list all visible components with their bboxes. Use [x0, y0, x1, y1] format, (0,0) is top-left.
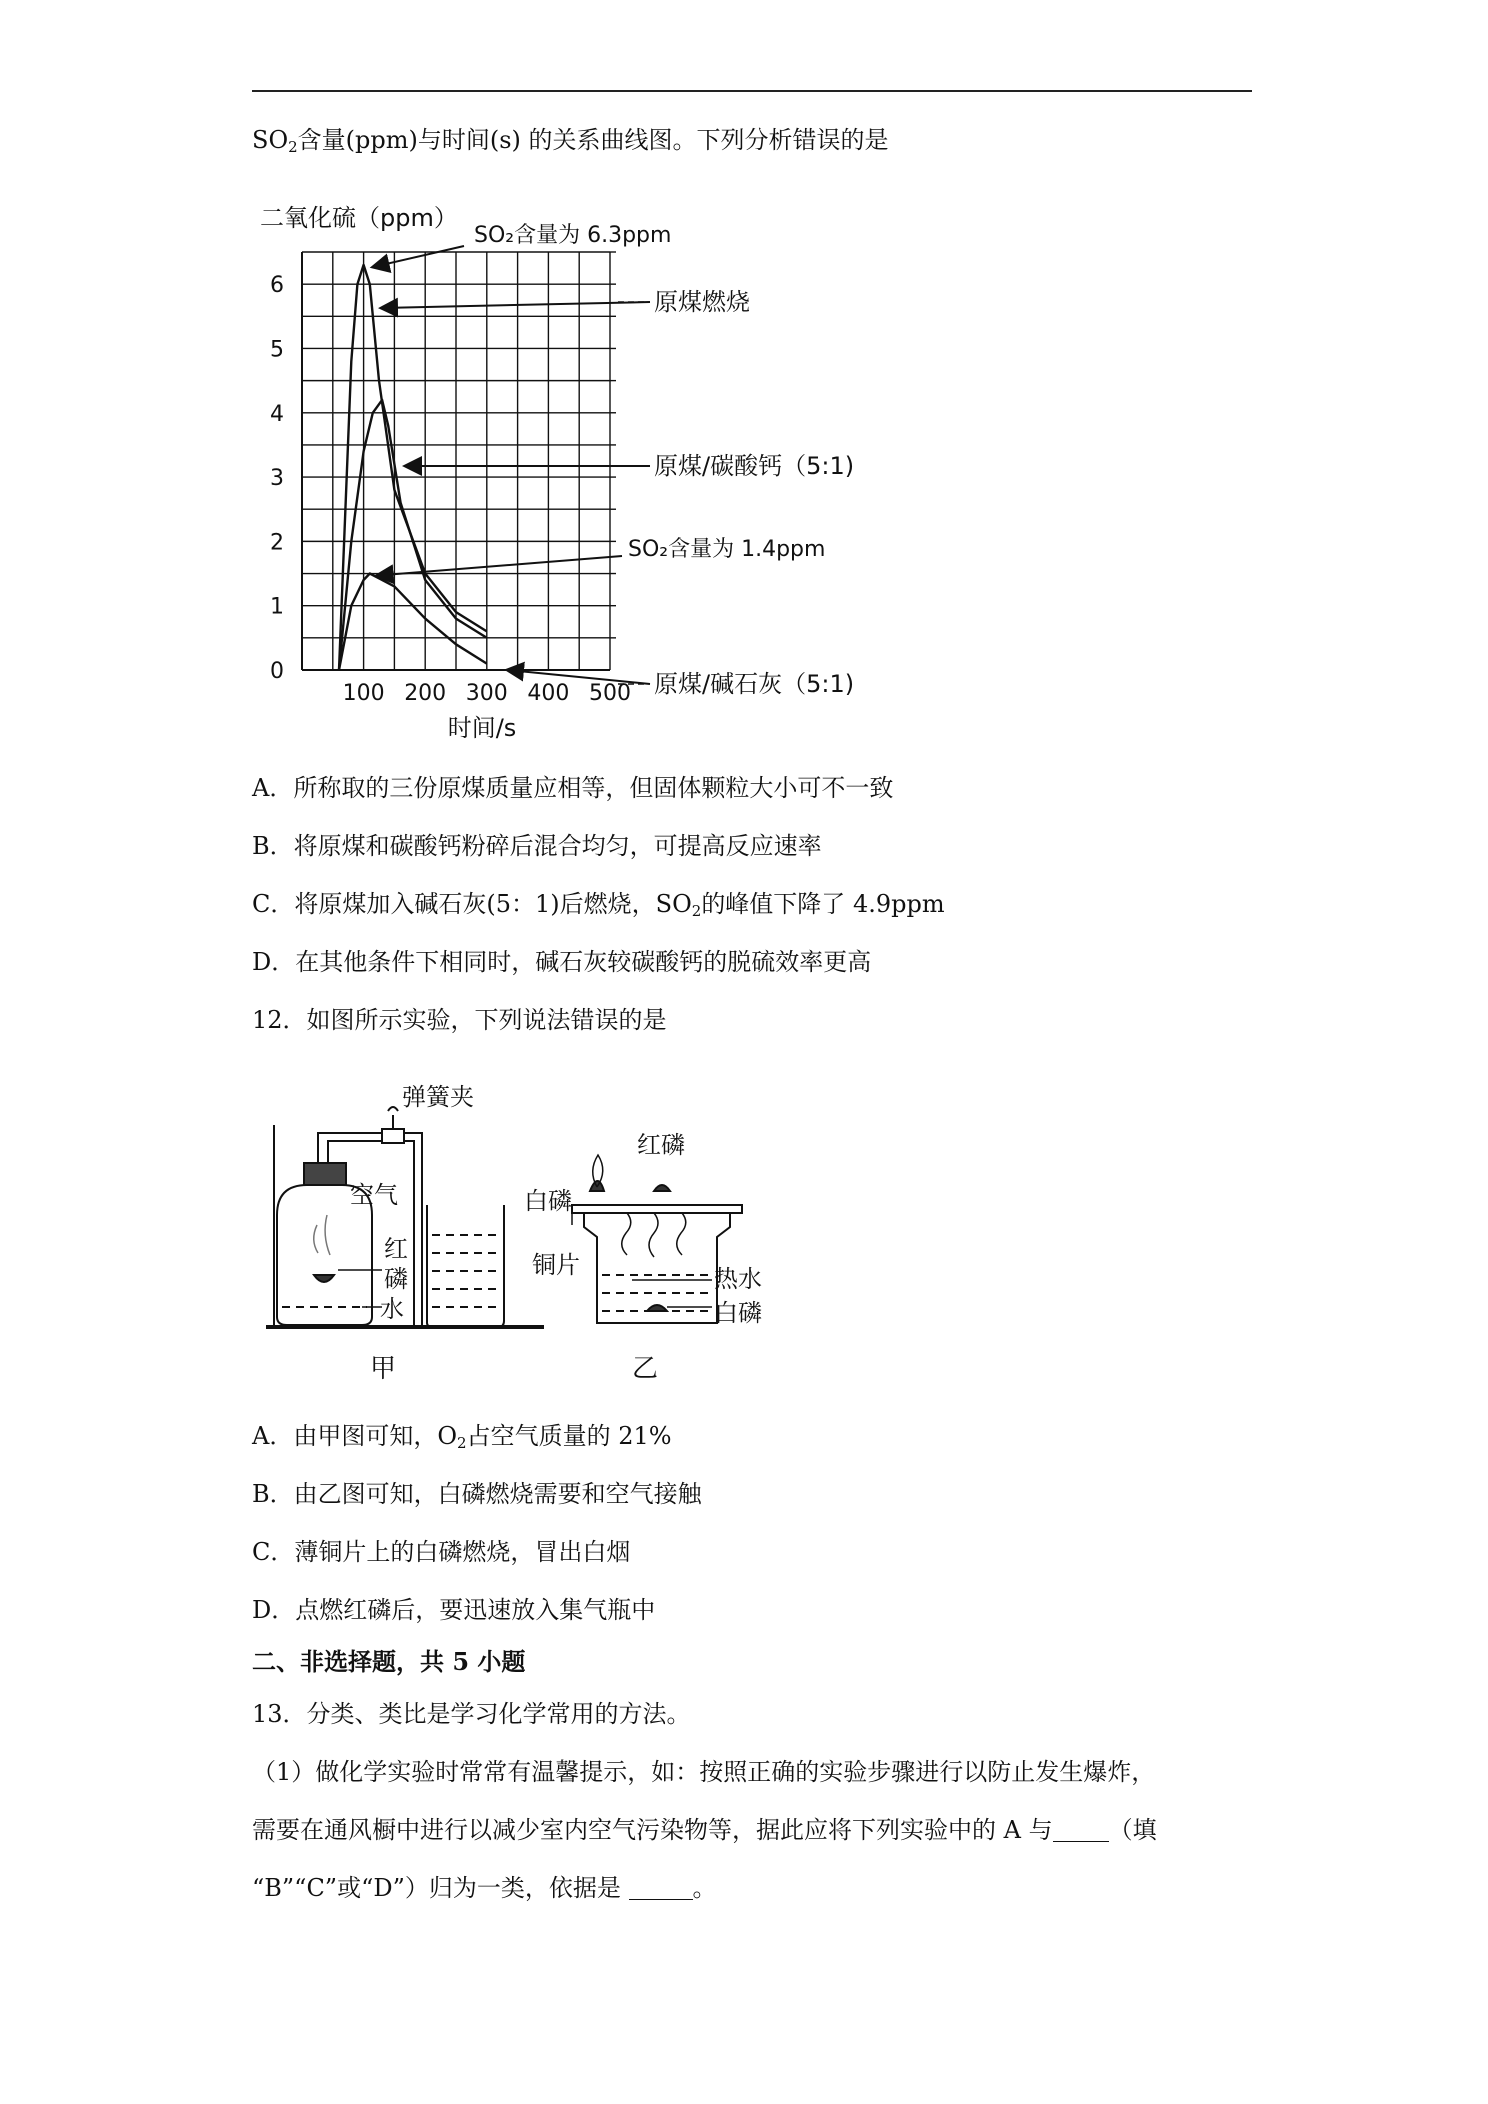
chart-series [339, 265, 487, 670]
experiment-apparatus-figure [252, 1075, 892, 1395]
y-axis-title: 二氧化硫（ppm） [260, 204, 458, 232]
x-tick-label: 100 [342, 681, 385, 706]
clamp-label: 弹簧夹 [402, 1083, 474, 1111]
x-tick-label: 400 [527, 681, 570, 706]
y-tick-label: 3 [270, 466, 284, 492]
annotation-peak-low: SO₂含量为 1.4ppm [628, 537, 826, 562]
red-p-top-label: 红磷 [637, 1131, 685, 1159]
jia-label: 甲 [370, 1354, 397, 1384]
q13-part1-line2: 需要在通风橱中进行以减少室内空气污染物等，据此应将下列实验中的 A 与 （填 [252, 1816, 1157, 1844]
apparatus-jia [266, 1107, 544, 1327]
glass-tube [318, 1133, 422, 1325]
beaker [427, 1205, 504, 1327]
x-axis-title: 时间/s [447, 714, 517, 742]
spring-clamp-icon [388, 1107, 398, 1129]
annotation-arrow-1 [374, 246, 464, 267]
annotation-peak-high: SO₂含量为 6.3ppm [474, 223, 672, 248]
q11-option-c: C．将原煤加入碱石灰(5：1)后燃烧，$SO_2$的峰值下降了 4.9ppm [252, 890, 945, 920]
red-phosphorus-top [654, 1185, 670, 1191]
header-rule [252, 90, 1252, 92]
clamp-body [382, 1129, 404, 1143]
q11-option-b: B．将原煤和碳酸钙粉碎后混合均匀，可提高反应速率 [252, 832, 822, 860]
q11-option-d: D．在其他条件下相同时，碱石灰较碳酸钙的脱硫效率更高 [252, 948, 872, 976]
y-tick-label: 5 [270, 337, 284, 363]
legend-label-3: 原煤/碱石灰（5:1) [654, 670, 855, 698]
q12-option-c: C．薄铜片上的白磷燃烧，冒出白烟 [252, 1538, 631, 1566]
annotation-arrow-2 [378, 556, 622, 576]
y-tick-label: 6 [270, 273, 284, 299]
white-phosphorus-bottom [647, 1305, 667, 1311]
y-tick-label: 1 [270, 594, 284, 620]
white-p-top-label: 白磷 [524, 1187, 572, 1215]
question-12-stem: 12．如图所示实验，下列说法错误的是 [252, 1006, 667, 1034]
q12-option-b: B．由乙图可知，白磷燃烧需要和空气接触 [252, 1480, 702, 1508]
x-tick-label: 500 [589, 681, 631, 706]
q11-option-a: A．所称取的三份原煤质量应相等，但固体颗粒大小可不一致 [252, 774, 894, 802]
beaker-water [432, 1235, 500, 1307]
chart-grid [302, 252, 616, 670]
x-tick-label: 200 [404, 681, 447, 706]
series-line-3 [339, 574, 487, 671]
smoke-wisps [314, 1215, 330, 1255]
copper-plate [572, 1205, 742, 1213]
answer-blank-1[interactable] [1053, 1817, 1109, 1842]
yi-label: 乙 [632, 1354, 659, 1384]
white-p-bottom-label: 白磷 [714, 1299, 762, 1327]
red-phosphorus-spoon [314, 1275, 334, 1282]
hot-water-label: 热水 [714, 1265, 762, 1293]
steam-wisps [622, 1213, 686, 1257]
air-label: 空气 [350, 1181, 398, 1209]
y-tick-label: 0 [270, 659, 284, 684]
series-line-2 [339, 400, 487, 670]
water-label: 水 [380, 1295, 404, 1323]
q12-option-a: A．由甲图可知，$O_2$占空气质量的 21% [252, 1422, 672, 1452]
q12-option-d: D．点燃红磷后，要迅速放入集气瓶中 [252, 1596, 656, 1624]
y-tick-label: 2 [270, 530, 284, 556]
y-tick-label: 4 [270, 401, 284, 427]
so2-line-chart [252, 196, 872, 756]
legend-label-1: 原煤燃烧 [654, 288, 750, 316]
x-tick-label: 300 [465, 681, 508, 706]
apparatus-yi [572, 1155, 742, 1323]
rubber-stopper [304, 1163, 346, 1185]
red-p-label-1: 红 [384, 1235, 408, 1263]
legend-label-2: 原煤/碳酸钙（5:1) [654, 452, 855, 480]
section-heading: 二、非选择题，共 5 小题 [252, 1647, 526, 1676]
question-13-stem: 13．分类、类比是学习化学常用的方法。 [252, 1700, 691, 1728]
answer-blank-2[interactable] [629, 1875, 693, 1900]
q13-part1-line3: “B”“C”或“D”）归为一类，依据是 。 [252, 1874, 717, 1902]
red-p-label-2: 磷 [384, 1265, 408, 1293]
copper-label: 铜片 [532, 1251, 580, 1279]
question-11-stem-tail: $SO_2$含量(ppm)与时间(s) 的关系曲线图。下列分析错误的是 [252, 126, 889, 156]
q13-part1-line1: （1）做化学实验时常常有温馨提示，如：按照正确的实验步骤进行以防止发生爆炸， [252, 1758, 1156, 1786]
